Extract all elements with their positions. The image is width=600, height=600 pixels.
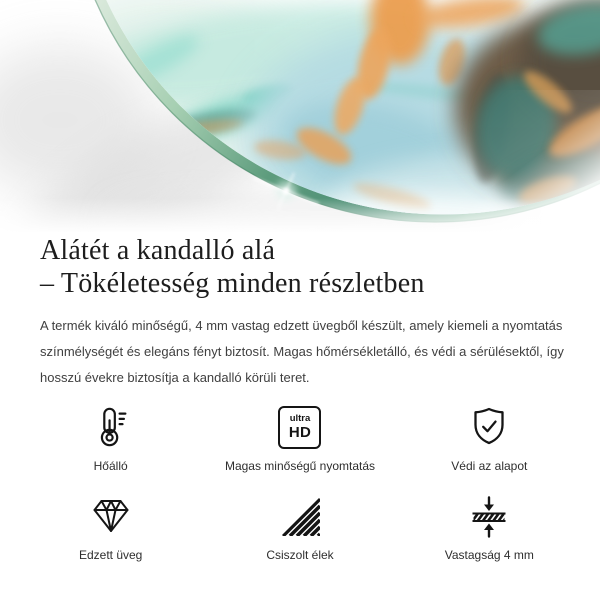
thermometer-icon bbox=[89, 404, 133, 450]
feature-grid bbox=[0, 404, 600, 562]
feature-label: Védi az alapot bbox=[451, 459, 528, 473]
ultra-hd-badge bbox=[278, 406, 321, 449]
page-title-line1: Alátét a kandalló alá bbox=[40, 235, 276, 266]
description-line: hosszú évekre biztosítja a kandalló körüli teret. bbox=[40, 370, 310, 385]
feature-item-tempered-glass bbox=[16, 493, 205, 562]
feature-item-hd-print bbox=[205, 404, 394, 473]
feature-item-protects-base bbox=[395, 404, 584, 473]
feature-item-heat-resistant bbox=[16, 404, 205, 473]
description-line: színmélységét és elegáns fényt biztosít. Magas hőmérsékletálló, és védi a sérülésektől, így bbox=[40, 344, 564, 359]
photo-fade-bottom bbox=[0, 198, 600, 232]
thickness-icon bbox=[467, 493, 511, 539]
ultra-hd-badge-top: ultra bbox=[289, 413, 311, 425]
feature-label: Hőálló bbox=[93, 459, 128, 473]
glass-hearth-pad-photo bbox=[0, 0, 600, 232]
shield-check-icon bbox=[467, 404, 511, 450]
polished-edges-icon bbox=[278, 493, 322, 539]
product-description bbox=[40, 313, 564, 391]
ultra-hd-badge-bottom: HD bbox=[288, 423, 312, 441]
diamond-icon bbox=[89, 493, 133, 539]
page-title-line2: – Tökéletesség minden részletben bbox=[40, 268, 425, 299]
feature-item-polished-edges bbox=[205, 493, 394, 562]
feature-label: Csiszolt élek bbox=[266, 548, 334, 562]
feature-item-thickness bbox=[395, 493, 584, 562]
feature-label: Magas minőségű nyomtatás bbox=[224, 459, 376, 473]
feature-label: Edzett üveg bbox=[78, 548, 143, 562]
ultra-hd-icon bbox=[278, 404, 321, 450]
content-block bbox=[0, 234, 600, 391]
feature-label: Vastagság 4 mm bbox=[444, 548, 534, 562]
page-title bbox=[40, 234, 560, 300]
description-line: A termék kiváló minőségű, 4 mm vastag edzett üvegből készült, amely kiemeli a nyomtatás bbox=[40, 318, 563, 333]
